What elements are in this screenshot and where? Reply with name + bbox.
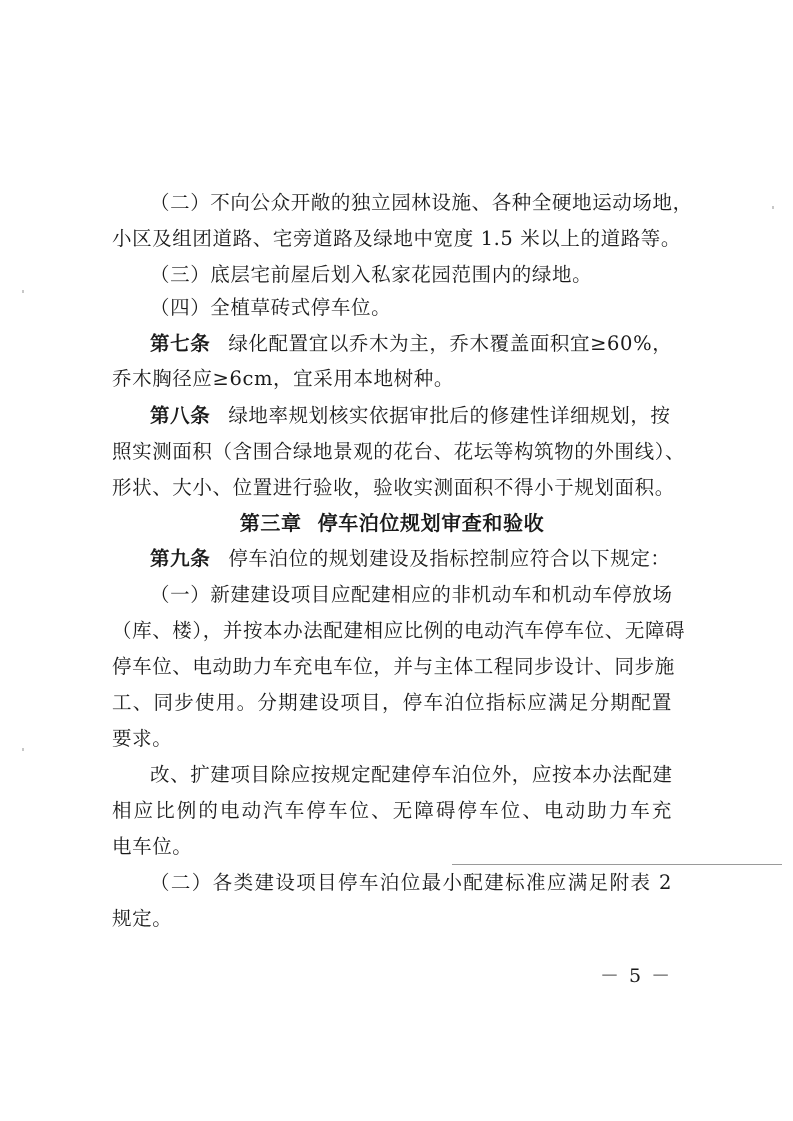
item1b-line1: 改、扩建项目除应按规定配建停车泊位外，应按本办法配建 xyxy=(150,763,673,786)
para1-line2: 小区及组团道路、宅旁道路及绿地中宽度 1.5 米以上的道路等。 xyxy=(112,227,682,250)
article7-line2: 乔木胸径应≥6cm，宜采用本地树种。 xyxy=(112,367,454,390)
item2-line1: （二）各类建设项目停车泊位最小配建标准应满足附表 2 xyxy=(150,871,672,894)
article9-text: 停车泊位的规划建设及指标控制应符合以下规定： xyxy=(228,547,671,570)
article7-label: 第七条 xyxy=(150,332,211,355)
scan-mark xyxy=(772,206,774,209)
para1-line1: （二）不向公众开敞的独立园林设施、各种全硬地运动场地， xyxy=(150,191,693,214)
item1-line2: （库、楼），并按本办法配建相应比例的电动汽车停车位、无障碍 xyxy=(112,619,686,642)
article8-text: 绿地率规划核实依据审批后的修建性详细规划，按 xyxy=(228,404,671,427)
item1b-line3: 电车位。 xyxy=(112,835,193,858)
chapter-title: 停车泊位规划审查和验收 xyxy=(317,511,545,535)
article7-text: 绿化配置宜以乔木为主，乔木覆盖面积宜≥60%， xyxy=(228,332,673,355)
item1b-line2: 相应比例的电动汽车停车位、无障碍停车位、电动助力车充 xyxy=(112,799,672,822)
article8-line2: 照实测面积（含围合绿地景观的花台、花坛等构筑物的外围线）、 xyxy=(112,440,686,463)
para2-line1: （三）底层宅前屋后划入私家花园范围内的绿地。 xyxy=(150,263,593,286)
article8-line3: 形状、大小、位置进行验收，验收实测面积不得小于规划面积。 xyxy=(112,476,675,499)
article7-line1 xyxy=(150,331,672,357)
scan-mark xyxy=(22,748,24,751)
scan-mark xyxy=(22,290,24,293)
chapter-heading xyxy=(112,510,672,536)
item1-line3: 停车位、电动助力车充电车位，并与主体工程同步设计、同步施 xyxy=(112,655,675,678)
article8-label: 第八条 xyxy=(150,404,211,427)
item2-line2: 规定。 xyxy=(112,907,173,930)
item1-line5: 要求。 xyxy=(112,727,173,750)
chapter-number: 第三章 xyxy=(239,511,302,535)
item1-line4: 工、同步使用。分期建设项目，停车泊位指标应满足分期配置 xyxy=(112,691,672,714)
para3-line1: （四）全植草砖式停车位。 xyxy=(150,296,392,319)
page-number: － 5 － xyxy=(600,965,673,987)
article9-label: 第九条 xyxy=(150,547,211,570)
article8-line1 xyxy=(150,403,672,429)
article9-line1 xyxy=(150,546,672,572)
horizontal-rule xyxy=(452,864,782,865)
item1-line1: （一）新建建设项目应配建相应的非机动车和机动车停放场 xyxy=(150,583,673,606)
